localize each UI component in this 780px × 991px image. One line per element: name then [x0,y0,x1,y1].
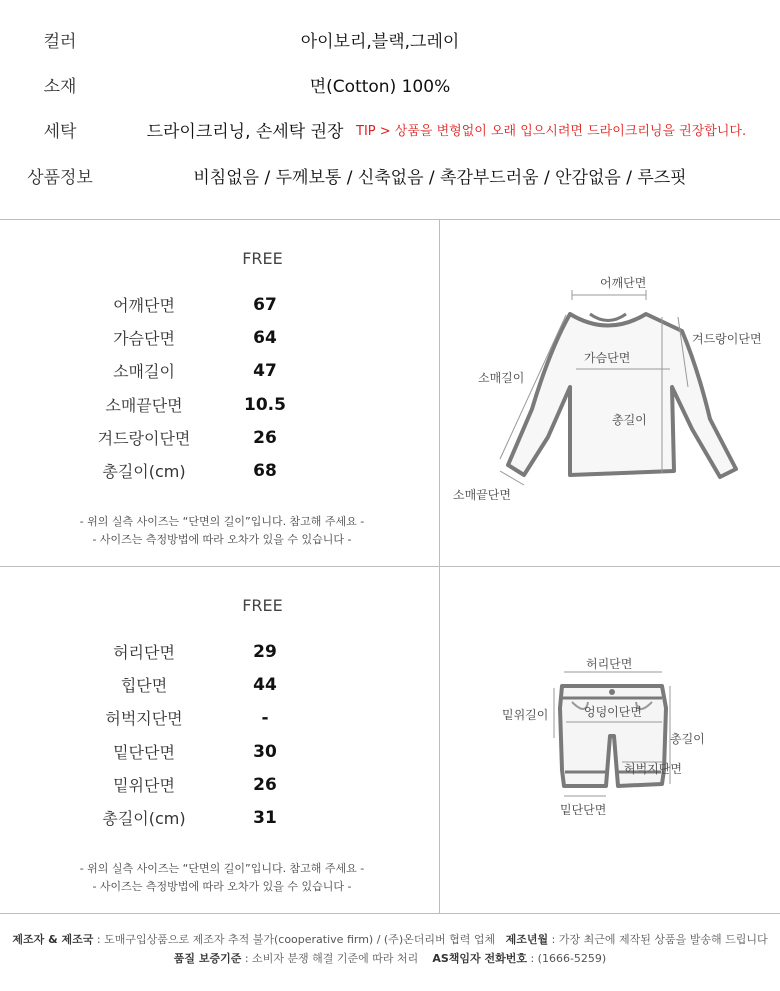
top-measure-diagram [440,219,780,566]
size-row-value: 44 [253,675,277,695]
size-row-value: 31 [253,808,277,828]
label-waist: 허리단면 [586,657,633,671]
size-row-label: 허벅지단면 [105,709,183,728]
size-row [0,355,439,388]
material-value: 면(Cotton) 100% [309,77,451,97]
size-note: - 사이즈는 측정방법에 따라 오차가 있을 수 있습니다 - [92,880,352,893]
size-row-value: 30 [253,742,277,762]
size-free-label: FREE [242,596,283,615]
size-note: - 사이즈는 측정방법에 따라 오차가 있을 수 있습니다 - [92,533,352,546]
size-row [0,636,439,669]
warranty-value: : 소비자 분쟁 해결 기준에 따라 처리 [244,952,419,965]
size-row-value: 47 [253,361,277,381]
label-rise: 밑위길이 [502,708,549,722]
info-row-wash [0,112,780,152]
size-row-value: 10.5 [244,395,286,415]
bottom-measure-diagram [440,566,780,913]
size-row-label: 총길이(cm) [102,462,186,481]
size-row-label: 밑단단면 [113,743,175,762]
date-label: 제조년월 [505,933,549,946]
info-row-color [0,22,780,62]
size-row [0,769,439,802]
size-row [0,702,439,735]
size-row-value: 26 [253,428,277,448]
label-hem: 밑단단면 [560,803,607,817]
size-row [0,389,439,422]
size-row-label: 어깨단면 [113,296,175,315]
product-info-label: 상품정보 [27,168,93,188]
label-cuff: 소매끝단면 [453,488,511,502]
label-thigh: 허벅지단면 [624,762,682,776]
size-row-label: 소매끝단면 [105,396,183,415]
shorts-illustration [440,566,780,913]
color-value: 아이보리,블랙,그레이 [300,32,460,52]
size-row-value: 64 [253,328,277,348]
size-row-label: 소매길이 [113,362,175,381]
size-row [0,322,439,355]
size-row-label: 힙단면 [120,676,168,695]
size-row-value: 68 [253,461,277,481]
size-row [0,669,439,702]
footer-line-2 [0,949,780,968]
footer-line-1 [0,930,780,949]
label-sleeve: 소매길이 [478,371,525,385]
label-length: 총길이 [612,413,647,427]
size-row [0,455,439,488]
divider [0,913,780,914]
size-row-value: 26 [253,775,277,795]
wash-label: 세탁 [43,122,77,142]
bottom-size-table [0,566,439,913]
size-row-label: 가슴단면 [113,329,175,348]
size-row-value: - [261,708,269,728]
label-shoulder: 어깨단면 [600,276,647,290]
size-row-value: 29 [253,642,277,662]
info-row-product [0,158,780,198]
size-row-label: 허리단면 [113,643,175,662]
product-info-value: 비침없음 / 두께보통 / 신축없음 / 촉감부드러움 / 안감없음 / 루즈핏 [193,168,687,188]
size-note: - 위의 실측 사이즈는 “단면의 길이”입니다. 참고해 주세요 - [79,862,365,875]
legal-footer [0,930,780,968]
size-row-label: 총길이(cm) [102,809,186,828]
label-chest: 가슴단면 [584,351,631,365]
label-length: 총길이 [670,732,705,746]
as-value: : (1666-5259) [530,952,607,965]
size-row [0,422,439,455]
size-row [0,802,439,835]
as-label: AS책임자 전화번호 [432,952,527,965]
label-hip: 엉덩이단면 [584,705,642,719]
label-armhole: 겨드랑이단면 [692,332,762,346]
top-size-table [0,219,439,566]
size-row-label: 겨드랑이단면 [97,429,191,448]
wash-tip: TIP > 상품을 변형없이 오래 입으시려면 드라이크리닝을 권장합니다. [356,124,747,139]
size-note: - 위의 실측 사이즈는 “단면의 길이”입니다. 참고해 주세요 - [79,515,365,528]
maker-label: 제조자 & 제조국 [12,933,94,946]
material-label: 소재 [43,77,77,97]
maker-value: : 도매구입상품으로 제조자 추적 불가(cooperative firm) / (주)온더리버 협력 업체 [96,933,496,946]
wash-value: 드라이크리닝, 손세탁 권장 [146,122,344,142]
warranty-label: 품질 보증기준 [173,952,242,965]
color-label: 컬러 [43,32,77,52]
size-row [0,289,439,322]
size-row [0,736,439,769]
size-row-label: 밑위단면 [113,776,175,795]
size-row-value: 67 [253,295,277,315]
date-value: : 가장 최근에 제작된 상품을 발송해 드립니다 [551,933,768,946]
size-free-label: FREE [242,249,283,268]
sweater-illustration [440,219,780,566]
product-info-section [0,0,780,219]
info-row-material [0,67,780,107]
